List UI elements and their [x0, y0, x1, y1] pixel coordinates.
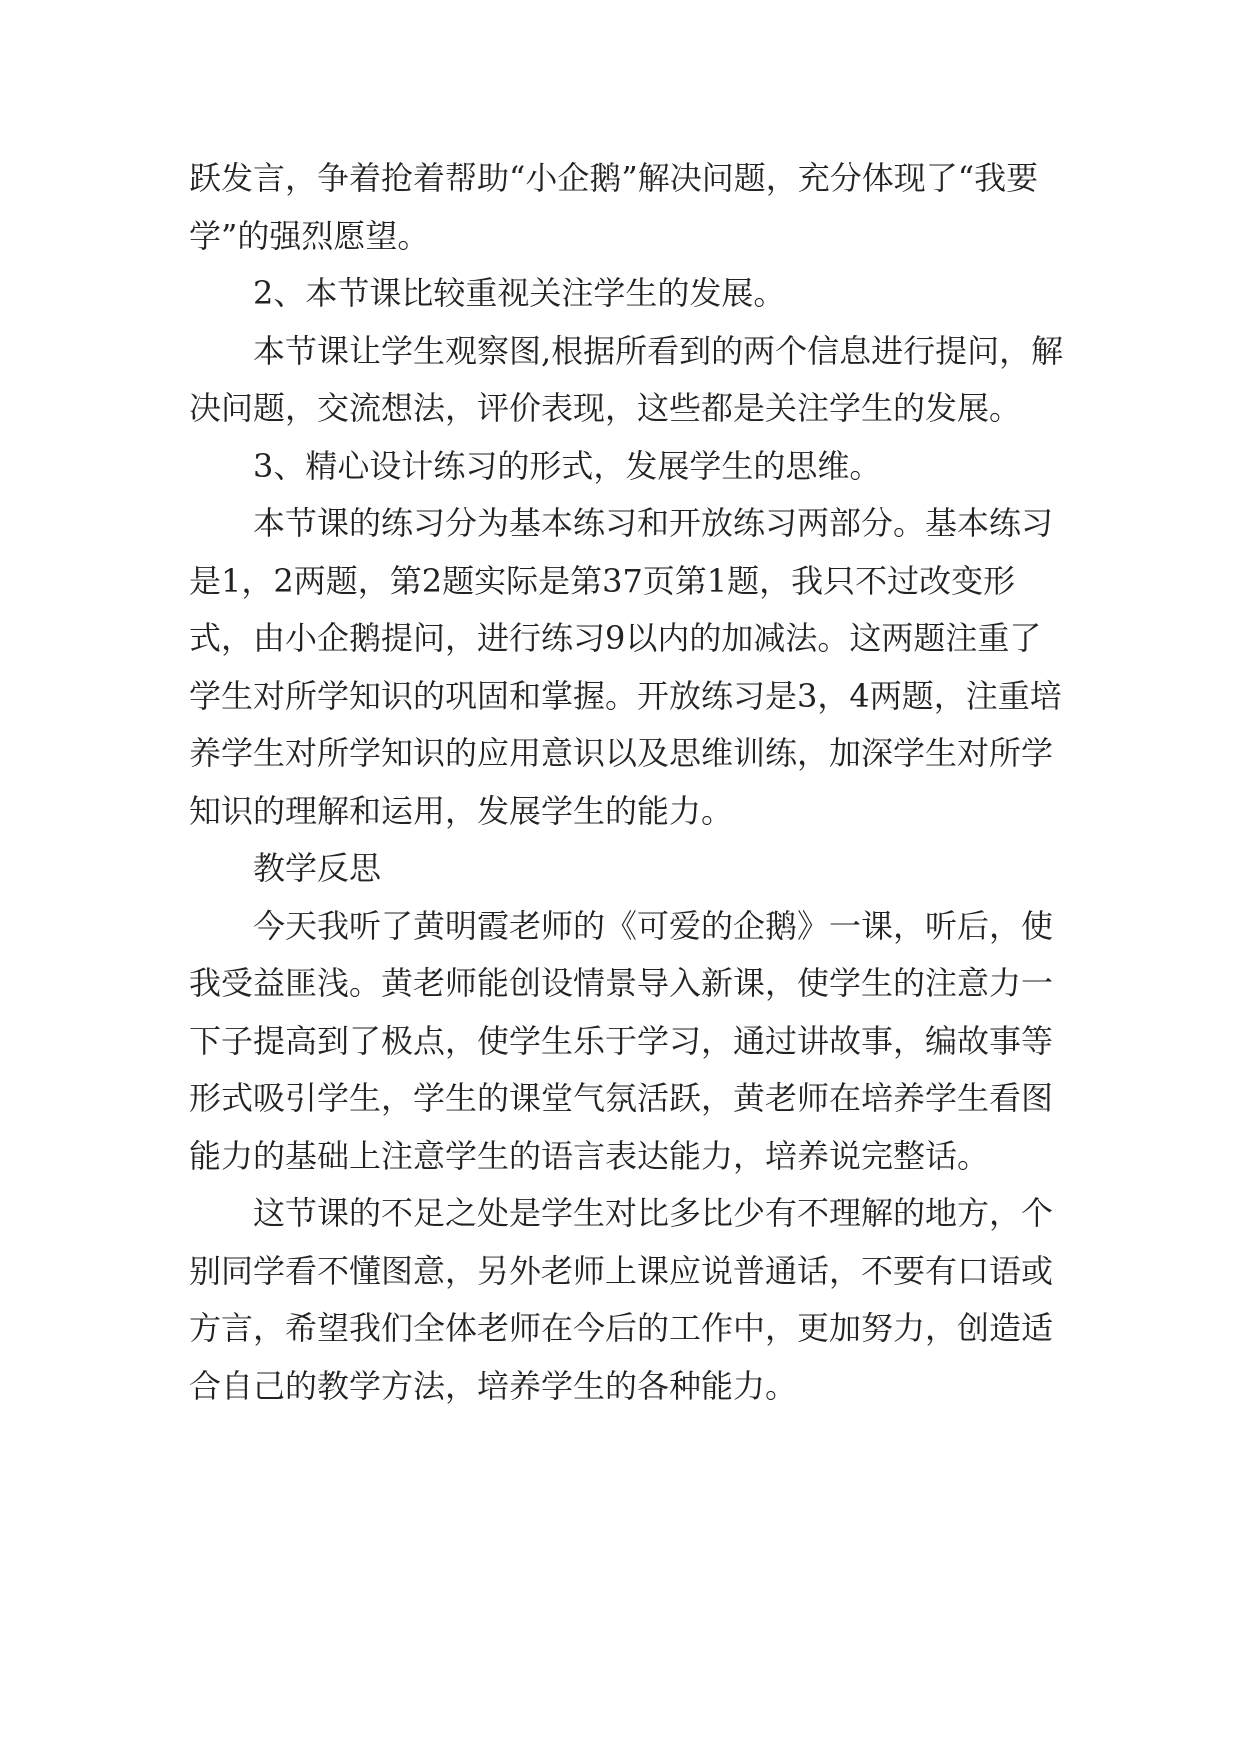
paragraph-point-2-heading: 2、本节课比较重视关注学生的发展。 [253, 274, 786, 312]
paragraph-point-3-heading: 3、精心设计练习的形式，发展学生的思维。 [253, 446, 882, 485]
paragraph-point-2-body: 本节课让学生观察图,根据所看到的两个信息进行提问，解决问题，交流想法，评价表现，这些都是关注学生的发展。 [189, 331, 1064, 427]
section-heading-reflection: 教学反思 [253, 849, 382, 887]
paragraph-reflection-2: 这节课的不足之处是学生对比多比少有不理解的地方，个别同学看不懂图意，另外老师上课应说普通话，不要有口语或方言，希望我们全体老师在今后的工作中，更加努力，创造适合自己的教学方法，培养学生的各种能力。 [189, 1194, 1054, 1405]
paragraph-point-3-body: 本节课的练习分为基本练习和开放练习两部分。基本练习是1，2两题，第2题实际是第37页第1题，我只不过改变形式，由小企鹅提问，进行练习9以内的加减法。这两题注重了学生对所学知识的巩固和掌握。开放练习是3，4两题，注重培养学生对所学知识的应用意识以及思维训练，加深学生对所学知识的理解和运用，发展学生的能力。 [189, 504, 1062, 830]
paragraph-continuation: 跃发言，争着抢着帮助“小企鹅”解决问题，充分体现了“我要学”的强烈愿望。 [189, 159, 1039, 255]
document-body [189, 150, 1069, 1415]
paragraph-reflection-1: 今天我听了黄明霞老师的《可爱的企鹅》一课，听后，使我受益匪浅。黄老师能创设情景导入新课，使学生的注意力一下子提高到了极点，使学生乐于学习，通过讲故事，编故事等形式吸引学生，学生的课堂气氛活跃，黄老师在培养学生看图能力的基础上注意学生的语言表达能力，培养说完整话。 [189, 906, 1054, 1175]
